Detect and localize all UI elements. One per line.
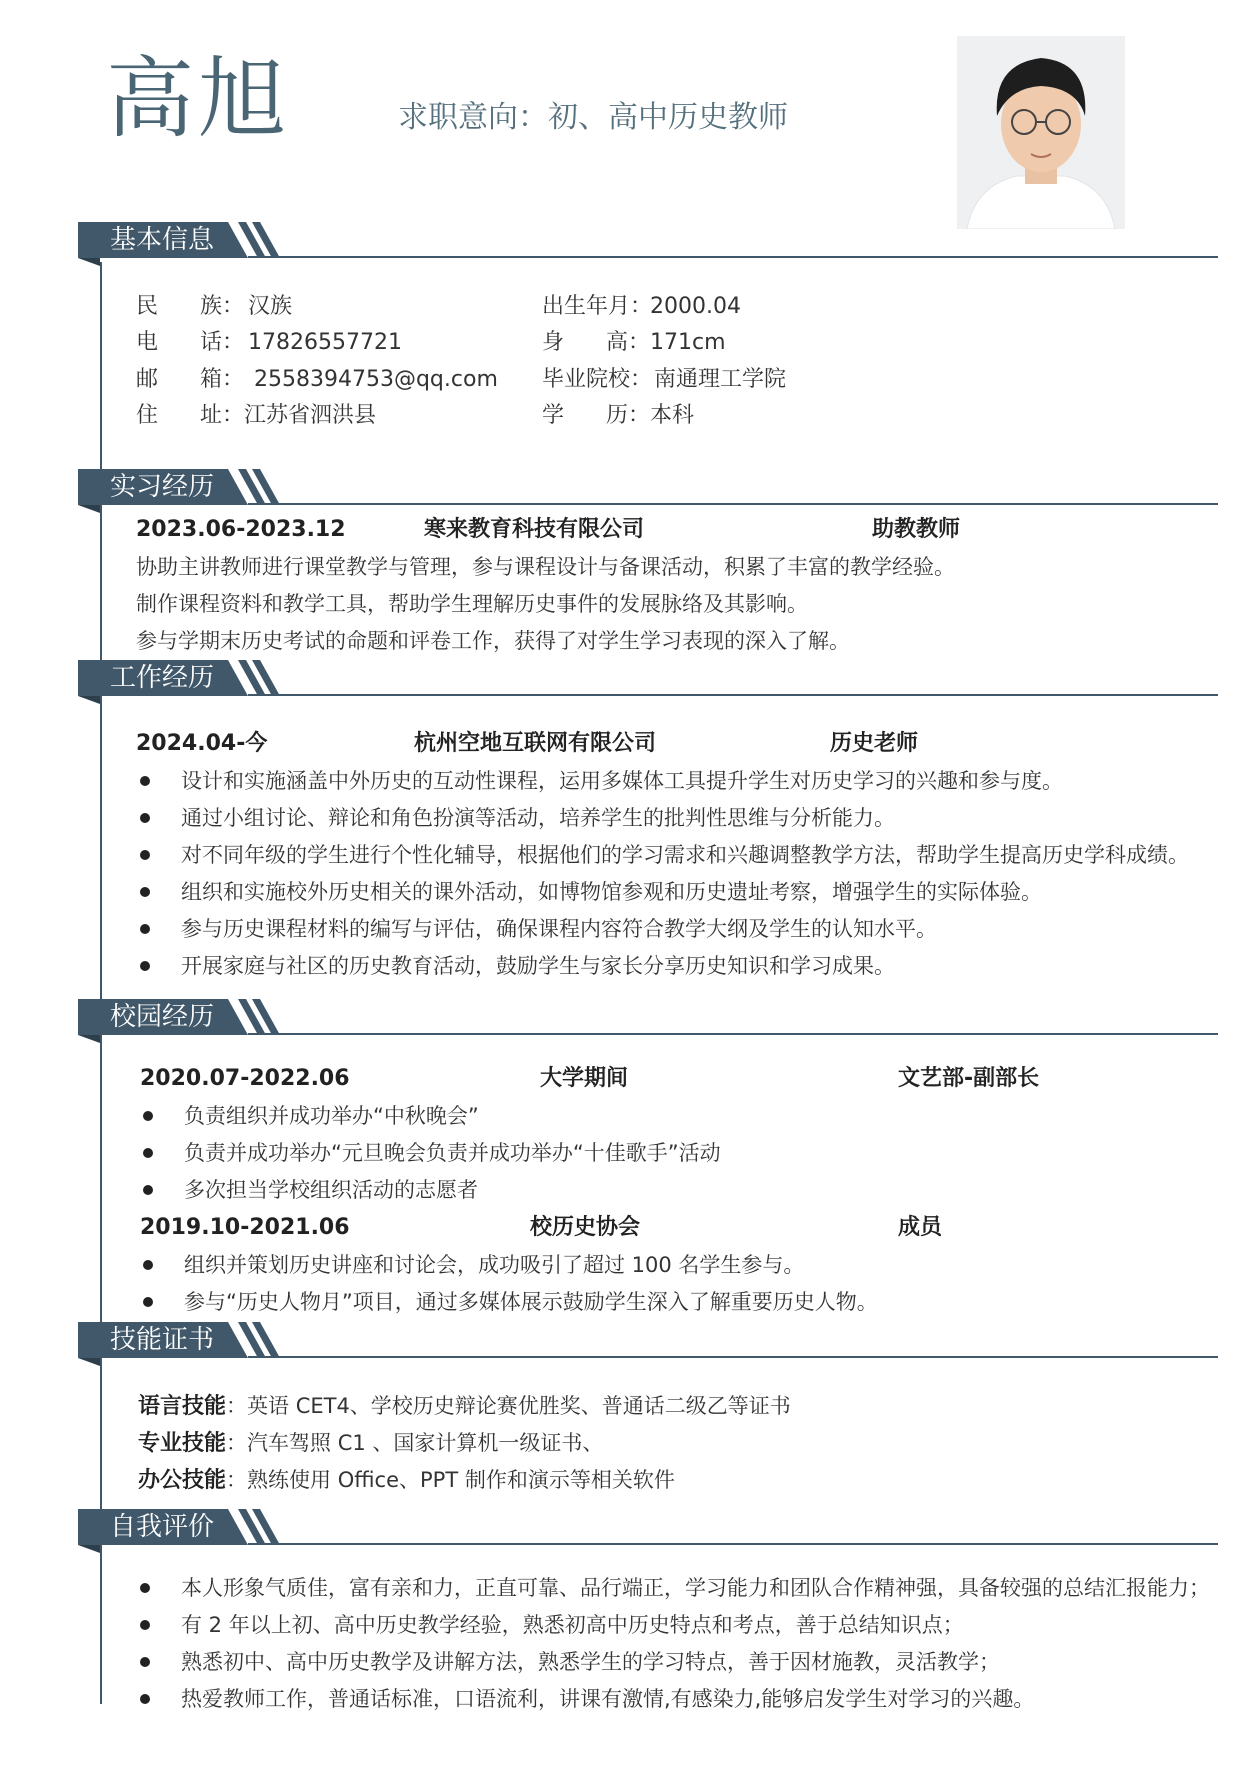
section-self-eval [78,1509,1218,1553]
work-bullet: 参与历史课程材料的编写与评估，确保课程内容符合教学大纲及学生的认知水平。 [181,917,937,941]
job-intent: 求职意向：初、高中历史教师 [398,100,788,135]
work-role: 历史老师 [830,731,919,756]
section-title: 工作经历 [110,663,215,693]
skill-value: ：英语 CET4、学校历史辩论赛优胜奖、普通话二级乙等证书 [226,1394,791,1418]
work-bullet: 设计和实施涵盖中外历史的互动性课程，运用多媒体工具提升学生对历史学习的兴趣和参与度。 [181,769,1063,793]
degree-value: 本科 [650,403,695,428]
bullet-icon [140,776,150,786]
candidate-name: 高旭 [106,47,291,150]
skill-row [138,1392,791,1421]
bullet-icon [140,813,150,823]
bullet-icon [143,1111,153,1121]
work-bullet: 组织和实施校外历史相关的课外活动，如博物馆参观和历史遗址考察，增强学生的实际体验。 [181,880,1042,904]
campus-role: 成员 [898,1215,943,1240]
section-skills [78,1322,1218,1366]
section-campus [78,999,1218,1043]
phone-label: 电 话： [136,330,244,355]
work-bullet: 开展家庭与社区的历史教育活动，鼓励学生与家长分享历史知识和学习成果。 [181,954,895,978]
address-label: 住 址： [136,403,244,428]
birth-value: 2000.04 [650,294,741,319]
campus-bullet: 组织并策划历史讲座和讨论会，成功吸引了超过 100 名学生参与。 [184,1253,805,1277]
bullet-icon [143,1148,153,1158]
section-title: 基本信息 [110,225,215,255]
phone-value: 17826557721 [248,330,402,355]
section-title: 实习经历 [110,472,215,502]
person-avatar-icon [957,36,1125,229]
intern-line: 制作课程资料和教学工具，帮助学生理解历史事件的发展脉络及其影响。 [136,592,808,616]
bullet-icon [140,924,150,934]
degree-label: 学 历： [542,403,650,428]
campus-role: 文艺部-副部长 [898,1066,1040,1091]
bullet-icon [140,961,150,971]
campus-bullet: 负责并成功举办“元旦晚会负责并成功举办“十佳歌手”活动 [184,1141,721,1165]
birth-label: 出生年月： [542,294,653,319]
section-basic-info [78,222,1218,266]
campus-org: 大学期间 [540,1066,629,1091]
ethnicity-value: 汉族 [248,294,293,319]
intern-date: 2023.06-2023.12 [136,517,346,542]
intern-line: 参与学期末历史考试的命题和评卷工作，获得了对学生学习表现的深入了解。 [136,629,850,653]
campus-bullet: 参与“历史人物月”项目，通过多媒体展示鼓励学生深入了解重要历史人物。 [184,1290,878,1314]
skill-label: 语言技能 [138,1394,227,1419]
bullet-icon [140,887,150,897]
profile-photo [957,36,1125,229]
skill-row [138,1466,675,1495]
campus-org: 校历史协会 [530,1215,641,1240]
campus-bullet: 负责组织并成功举办“中秋晚会” [184,1104,479,1128]
email-value[interactable]: 2558394753@qq.com [254,367,498,392]
intern-line: 协助主讲教师进行课堂教学与管理，参与课程设计与备课活动，积累了丰富的教学经验。 [136,555,955,579]
skill-value: ：熟练使用 Office、PPT 制作和演示等相关软件 [226,1468,675,1492]
section-internship [78,469,1218,513]
email-label: 邮 箱： [136,367,244,392]
campus-date: 2020.07-2022.06 [140,1066,350,1091]
bullet-icon [143,1260,153,1270]
bullet-icon [140,1583,150,1593]
section-title: 自我评价 [110,1512,215,1542]
height-value: 171cm [650,330,726,355]
section-title: 校园经历 [110,1002,215,1032]
work-bullet: 通过小组讨论、辩论和角色扮演等活动，培养学生的批判性思维与分析能力。 [181,806,895,830]
skill-label: 专业技能 [138,1431,227,1456]
bullet-icon [140,1694,150,1704]
work-org: 杭州空地互联网有限公司 [414,731,657,756]
self-bullet: 有 2 年以上初、高中历史教学经验，熟悉初高中历史特点和考点，善于总结知识点； [181,1613,964,1637]
section-title: 技能证书 [110,1325,215,1355]
campus-bullet: 多次担当学校组织活动的志愿者 [184,1178,478,1202]
bullet-icon [140,850,150,860]
school-label: 毕业院校： [542,367,653,392]
bullet-icon [143,1185,153,1195]
self-bullet: 熟悉初中、高中历史教学及讲解方法，熟悉学生的学习特点，善于因材施教，灵活教学； [181,1650,1000,1674]
school-value: 南通理工学院 [654,367,787,392]
bullet-icon [140,1620,150,1630]
campus-date: 2019.10-2021.06 [140,1215,350,1240]
height-label: 身 高： [542,330,650,355]
skill-value: ：汽车驾照 C1 、国家计算机一级证书、 [226,1431,604,1455]
self-bullet: 本人形象气质佳，富有亲和力，正直可靠、品行端正，学习能力和团队合作精神强，具备较强的总结汇报能力； [181,1576,1210,1600]
ethnicity-label: 民 族： [136,294,244,319]
skill-row [138,1429,603,1458]
intern-org: 寒来教育科技有限公司 [424,517,645,542]
section-work [78,660,1218,704]
intern-role: 助教教师 [872,517,961,542]
bullet-icon [143,1297,153,1307]
self-bullet: 热爱教师工作，普通话标准，口语流利，讲课有激情,有感染力,能够启发学生对学习的兴趣。 [181,1687,1035,1711]
bullet-icon [140,1657,150,1667]
work-date: 2024.04-今 [136,731,268,756]
address-value: 江苏省泗洪县 [244,403,377,428]
skill-label: 办公技能 [138,1468,227,1493]
work-bullet: 对不同年级的学生进行个性化辅导，根据他们的学习需求和兴趣调整教学方法，帮助学生提高历史学科成绩。 [181,843,1189,867]
